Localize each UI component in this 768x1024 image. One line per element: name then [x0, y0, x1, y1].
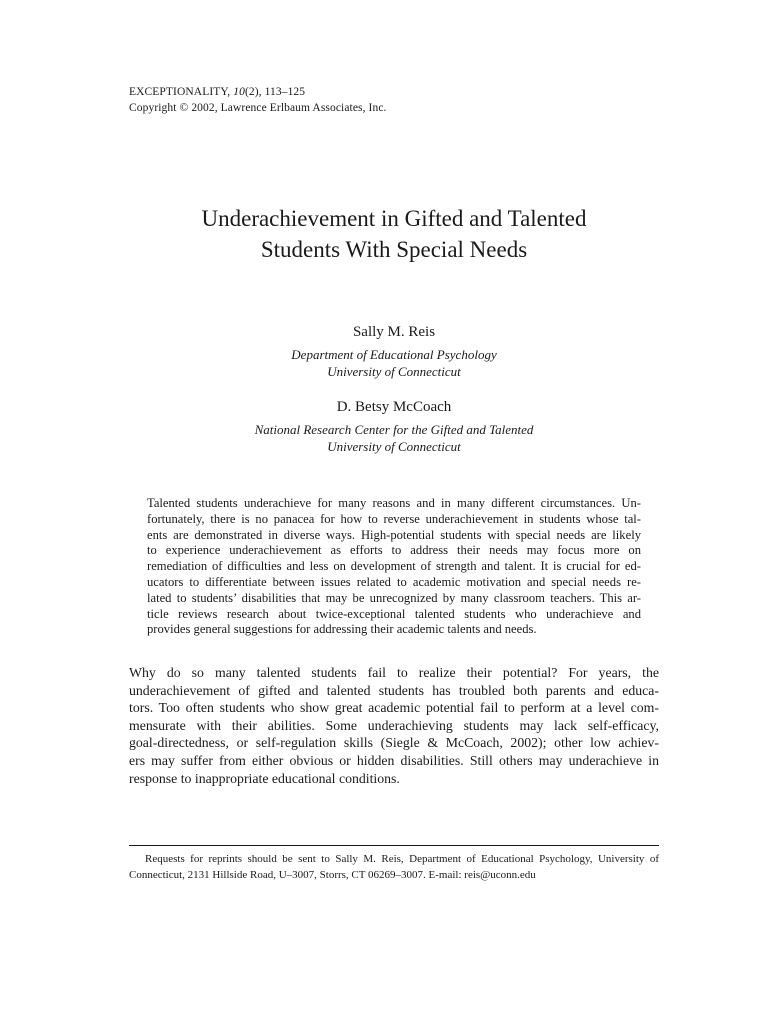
- author-affiliation: Department of Educational Psychology: [291, 347, 497, 362]
- author-name: D. Betsy McCoach: [336, 399, 452, 415]
- author-block: [129, 322, 659, 380]
- journal-citation: [129, 84, 387, 100]
- author-affiliation: University of Connecticut: [327, 364, 461, 379]
- author-affiliation: University of Connecticut: [327, 439, 461, 454]
- abstract-line: ticle reviews research about twice-exceptional talented students who underachieve and: [147, 606, 641, 621]
- author-name: Sally M. Reis: [352, 324, 436, 340]
- footnote-line: Requests for reprints should be sent to Sally M. Reis, Department of Educational Psychology, University of: [145, 853, 659, 865]
- author-block: [129, 397, 659, 455]
- abstract-line: lated to students’ disabilities that may be unrecognized by many classroom teachers. This ar-: [147, 590, 641, 605]
- abstract-line: ents are demonstrated in diverse ways. High-potential students with special needs are likely: [147, 527, 641, 542]
- abstract: [147, 496, 641, 638]
- body-line: underachievement of gifted and talented students has troubled both parents and educa-: [129, 682, 659, 698]
- abstract-line: to experience underachievement as efforts to address their needs may focus more on: [147, 543, 641, 558]
- body-line: mensurate with their abilities. Some underachieving students may lack self-efficacy,: [129, 717, 659, 733]
- footnote-divider: [129, 845, 659, 846]
- body-line: tors. Too often students who show great academic potential fail to perform at a level com-: [129, 700, 659, 716]
- title-line: Underachievement in Gifted and Talented: [201, 206, 587, 231]
- abstract-line: Talented students underachieve for many reasons and in many different circumstances. Un-: [147, 496, 641, 510]
- article-title: [129, 203, 659, 265]
- body-line: goal-directedness, or self-regulation skills (Siegle & McCoach, 2002); other low achiev-: [129, 735, 659, 751]
- abstract-line: fortunately, there is no panacea for how to reverse underachievement in students whose tal-: [147, 511, 641, 526]
- journal-issue-pages: (2), 113–125: [244, 86, 306, 98]
- footnote: [129, 851, 659, 883]
- abstract-line: ucators to differentiate between issues related to academic motivation and special needs re-: [147, 574, 641, 589]
- journal-volume: 10: [233, 86, 245, 98]
- body-line: ers may suffer from either obvious or hidden disabilities. Still others may underachieve in: [129, 752, 659, 768]
- body-paragraph: [129, 664, 659, 787]
- body-line: response to inappropriate educational conditions.: [129, 770, 400, 786]
- title-line: Students With Special Needs: [260, 237, 528, 262]
- body-line: Why do so many talented students fail to realize their potential? For years, the: [129, 665, 659, 680]
- journal-name: EXCEPTIONALITY,: [129, 86, 234, 98]
- footnote-line: Connecticut, 2131 Hillside Road, U–3007, Storrs, CT 06269–3007. E-mail: reis@uconn.edu: [129, 869, 536, 881]
- journal-header: [129, 84, 387, 116]
- abstract-line: remediation of difficulties and less on development of strength and talent. It is crucial for ed-: [147, 559, 641, 574]
- author-affiliation: National Research Center for the Gifted and Talented: [254, 422, 534, 437]
- abstract-line: provides general suggestions for addressing their academic talents and needs.: [147, 622, 537, 637]
- copyright-line: Copyright © 2002, Lawrence Erlbaum Associates, Inc.: [129, 102, 387, 114]
